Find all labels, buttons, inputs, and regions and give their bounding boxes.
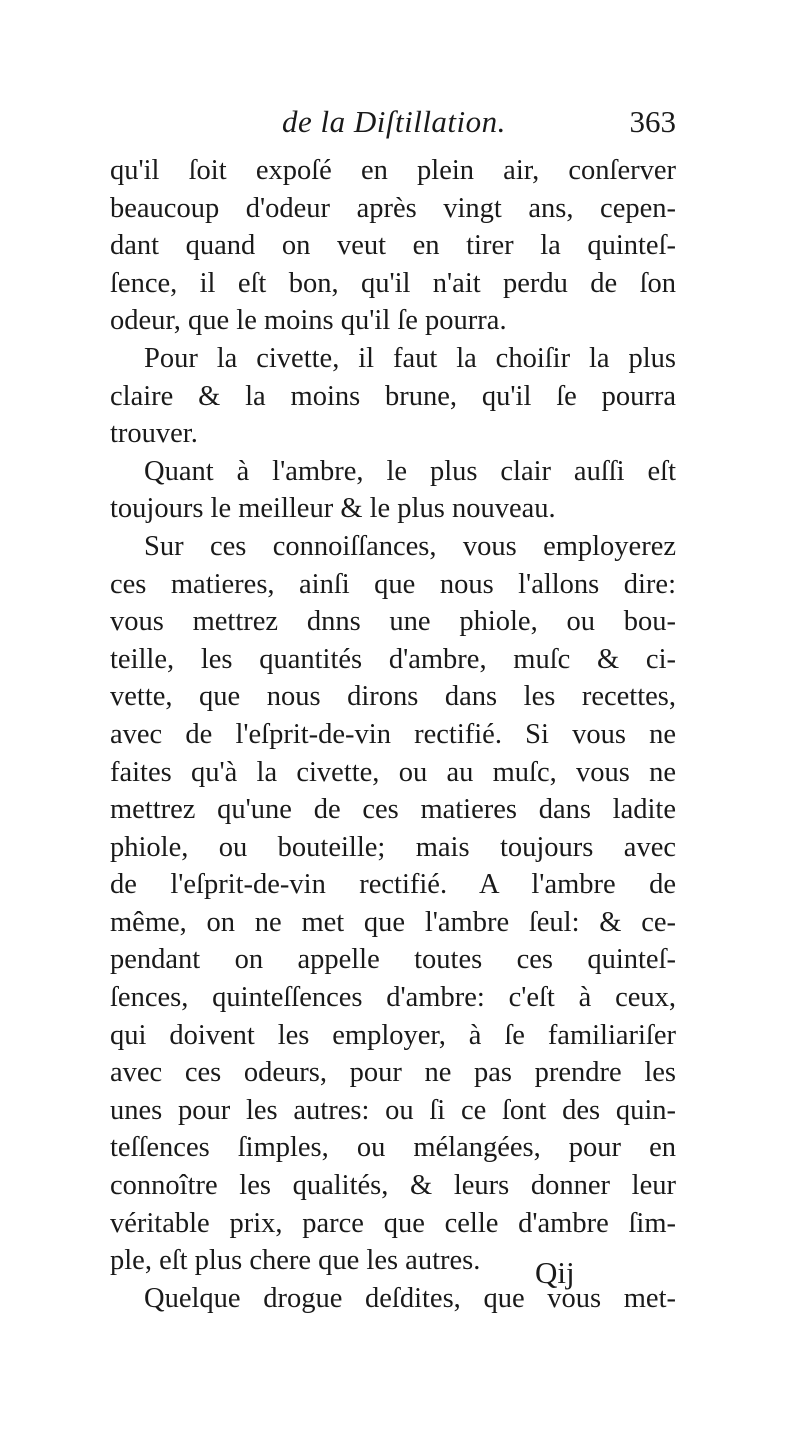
text-line: ſences, quinteſſences d'ambre: c'eſt à ceux, bbox=[110, 982, 676, 1014]
text-line: unes pour les autres: ou ſi ce ſont des quin- bbox=[110, 1094, 676, 1126]
text-line: pendant on appelle toutes ces quinteſ- bbox=[110, 944, 676, 976]
text-line: phiole, ou bouteille; mais toujours avec bbox=[110, 831, 676, 863]
text-line: connoître les qualités, & leurs donner leur bbox=[110, 1170, 676, 1202]
text-line: beaucoup d'odeur après vingt ans, cepen- bbox=[110, 192, 676, 224]
text-line: qui doivent les employer, à ſe familiariſer bbox=[110, 1019, 676, 1051]
page-header bbox=[110, 104, 680, 148]
text-line: toujours le meilleur & le plus nouveau. bbox=[110, 493, 556, 525]
text-line: véritable prix, parce que celle d'ambre ſim- bbox=[110, 1207, 676, 1239]
signature-mark: Qij bbox=[535, 1255, 575, 1290]
text-line: avec de l'eſprit-de-vin rectifié. Si vous ne bbox=[110, 718, 676, 750]
text-line: teſſences ſimples, ou mélangées, pour en bbox=[110, 1132, 676, 1164]
text-line: ces matieres, ainſi que nous l'allons dire: bbox=[110, 568, 676, 600]
text-line: Quant à l'ambre, le plus clair auſſi eſt bbox=[144, 455, 676, 487]
running-title: de la Diſtillation. bbox=[282, 104, 506, 139]
text-line: claire & la moins brune, qu'il ſe pourra bbox=[110, 380, 676, 412]
text-line: faites qu'à la civette, ou au muſc, vous ne bbox=[110, 756, 676, 788]
text-line: mettrez qu'une de ces matieres dans ladite bbox=[110, 794, 676, 826]
text-line: dant quand on veut en tirer la quinteſ- bbox=[110, 230, 676, 262]
text-line: Pour la civette, il faut la choiſir la plus bbox=[144, 342, 676, 374]
text-line: même, on ne met que l'ambre ſeul: & ce- bbox=[110, 906, 676, 938]
body-text bbox=[110, 152, 676, 1317]
text-line: de l'eſprit-de-vin rectifié. A l'ambre de bbox=[110, 869, 676, 901]
text-line: Quelque drogue deſdites, que vous met- bbox=[144, 1282, 676, 1314]
text-line: ſence, il eſt bon, qu'il n'ait perdu de ſon bbox=[110, 267, 676, 299]
text-line: ple, eſt plus chere que les autres. bbox=[110, 1245, 481, 1277]
text-line: vous mettrez dnns une phiole, ou bou- bbox=[110, 606, 676, 638]
text-line: Sur ces connoiſſances, vous employerez bbox=[144, 530, 676, 562]
text-line: vette, que nous dirons dans les recettes, bbox=[110, 681, 676, 713]
text-line: trouver. bbox=[110, 418, 198, 450]
text-line: teille, les quantités d'ambre, muſc & ci- bbox=[110, 643, 676, 675]
text-line: avec ces odeurs, pour ne pas prendre les bbox=[110, 1057, 676, 1089]
text-line: odeur, que le moins qu'il ſe pourra. bbox=[110, 305, 507, 337]
text-line: qu'il ſoit expoſé en plein air, conſerver bbox=[110, 155, 676, 186]
page-number: 363 bbox=[629, 104, 676, 139]
